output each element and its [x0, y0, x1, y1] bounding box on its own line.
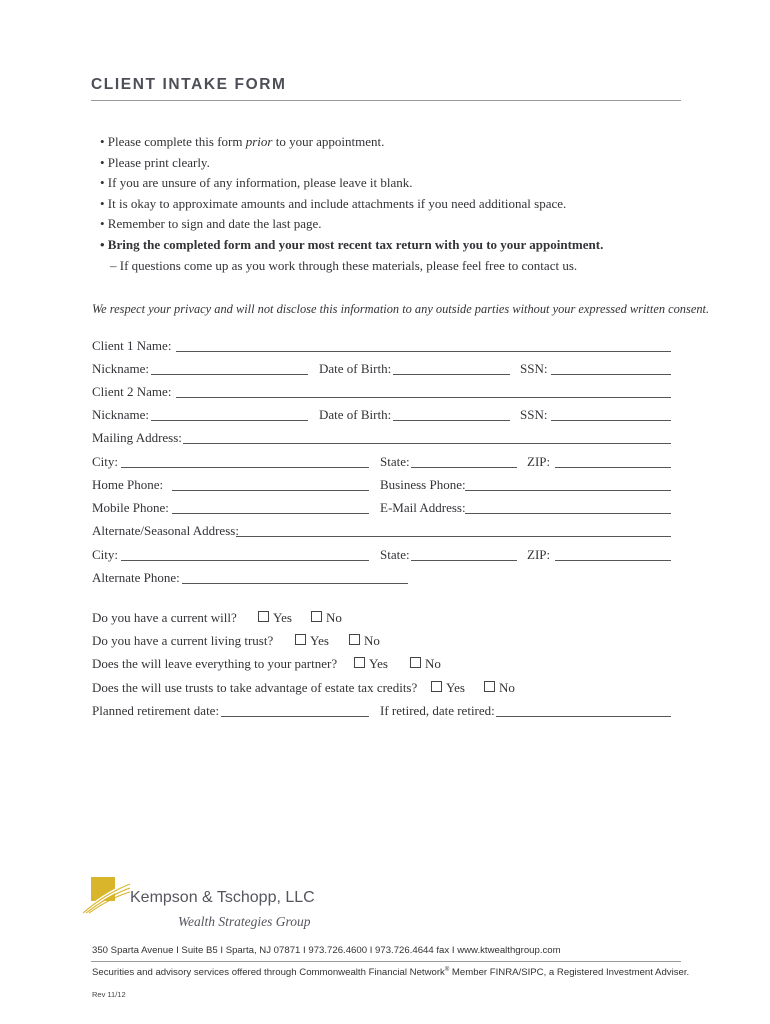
- footer-address: 350 Sparta Avenue I Suite B5 I Sparta, NJ 07871 I 973.726.4600 I 973.726.4644 fax I www.ktwealthgroup.com: [92, 945, 561, 956]
- footer-disclosure: Securities and advisory services offered through Commonwealth Financial Network® Member FINRA/SIPC, a Registered Investment Adviser.: [92, 967, 690, 979]
- alt-city-label: City:: [92, 547, 119, 562]
- nickname1-field[interactable]: [151, 374, 308, 375]
- planned-retirement-field[interactable]: [221, 716, 369, 717]
- checkbox[interactable]: [311, 611, 322, 622]
- alt-city-field[interactable]: [121, 560, 369, 561]
- nickname2-field[interactable]: [151, 420, 308, 421]
- company-name: Kempson & Tschopp, LLC: [130, 889, 315, 906]
- instruction-item: • Remember to sign and date the last page.: [100, 216, 322, 232]
- instruction-subitem: – If questions come up as you work through these materials, please feel free to contact us.: [110, 257, 578, 273]
- privacy-statement: We respect your privacy and will not disclose this information to any outside parties without your expressed written consent.: [92, 302, 710, 316]
- client2-name-label: Client 2 Name:: [92, 384, 172, 399]
- city-label: City:: [92, 454, 119, 469]
- planned-retirement-label: Planned retirement date:: [92, 703, 220, 718]
- instruction-item: • Please print clearly.: [100, 154, 210, 170]
- checkbox[interactable]: [258, 611, 269, 622]
- partner-no-option[interactable]: No: [410, 656, 441, 672]
- business-phone-label: Business Phone:: [380, 477, 466, 492]
- alt-zip-field[interactable]: [555, 560, 671, 561]
- company-tagline: Wealth Strategies Group: [178, 914, 311, 929]
- state-label: State:: [380, 454, 410, 469]
- trust-yes-option[interactable]: Yes: [295, 633, 329, 649]
- checkbox[interactable]: [431, 681, 442, 692]
- dob1-label: Date of Birth:: [319, 361, 392, 376]
- dob2-label: Date of Birth:: [319, 407, 392, 422]
- checkbox[interactable]: [410, 657, 421, 668]
- trust-no-option[interactable]: No: [349, 633, 380, 649]
- partner-yes-option[interactable]: Yes: [354, 656, 388, 672]
- checkbox[interactable]: [354, 657, 365, 668]
- ssn1-label: SSN:: [520, 361, 548, 376]
- instruction-item: • It is okay to approximate amounts and include attachments if you need additional space.: [100, 195, 567, 211]
- alt-address-label: Alternate/Seasonal Address:: [92, 523, 239, 538]
- dob1-field[interactable]: [393, 374, 510, 375]
- dob2-field[interactable]: [393, 420, 510, 421]
- checkbox[interactable]: [349, 634, 360, 645]
- client2-name-field[interactable]: [176, 397, 671, 398]
- estate-yes-option[interactable]: Yes: [431, 680, 465, 696]
- mailing-address-label: Mailing Address:: [92, 430, 182, 445]
- instructions-list: [100, 132, 603, 276]
- home-phone-label: Home Phone:: [92, 477, 164, 492]
- alt-phone-label: Alternate Phone:: [92, 570, 180, 585]
- zip-label: ZIP:: [527, 454, 551, 469]
- instruction-item: • Bring the completed form and your most recent tax return with you to your appointment.: [100, 236, 604, 252]
- footer-divider: [91, 961, 681, 962]
- client1-name-field[interactable]: [176, 351, 671, 352]
- nickname2-label: Nickname:: [92, 407, 150, 422]
- ssn2-field[interactable]: [551, 420, 671, 421]
- question-living-trust: Do you have a current living trust?: [92, 633, 274, 648]
- alt-state-label: State:: [380, 547, 410, 562]
- ssn1-field[interactable]: [551, 374, 671, 375]
- email-field[interactable]: [465, 513, 671, 514]
- state-field[interactable]: [411, 467, 517, 468]
- instruction-item: • Please complete this form prior to your appointment.: [100, 134, 385, 149]
- city-field[interactable]: [121, 467, 369, 468]
- email-label: E-Mail Address:: [380, 500, 466, 515]
- date-retired-field[interactable]: [496, 716, 671, 717]
- checkbox[interactable]: [484, 681, 495, 692]
- mailing-address-field[interactable]: [183, 443, 671, 444]
- question-estate-tax: Does the will use trusts to take advantage of estate tax credits?: [92, 680, 418, 695]
- mobile-phone-label: Mobile Phone:: [92, 500, 169, 515]
- zip-field[interactable]: [555, 467, 671, 468]
- question-will: Do you have a current will?: [92, 610, 237, 625]
- mobile-phone-field[interactable]: [172, 513, 369, 514]
- question-will-partner: Does the will leave everything to your partner?: [92, 656, 338, 671]
- date-retired-label: If retired, date retired:: [380, 703, 495, 718]
- revision-label: Rev 11/12: [92, 990, 126, 999]
- client1-name-label: Client 1 Name:: [92, 338, 172, 353]
- ssn2-label: SSN:: [520, 407, 548, 422]
- company-logo-icon: [82, 876, 132, 914]
- nickname1-label: Nickname:: [92, 361, 150, 376]
- business-phone-field[interactable]: [465, 490, 671, 491]
- checkbox[interactable]: [295, 634, 306, 645]
- alt-state-field[interactable]: [411, 560, 517, 561]
- will-no-option[interactable]: No: [311, 610, 342, 626]
- home-phone-field[interactable]: [172, 490, 369, 491]
- alt-phone-field[interactable]: [182, 583, 408, 584]
- title-divider: [91, 100, 681, 101]
- will-yes-option[interactable]: Yes: [258, 610, 292, 626]
- alt-address-field[interactable]: [236, 536, 671, 537]
- estate-no-option[interactable]: No: [484, 680, 515, 696]
- alt-zip-label: ZIP:: [527, 547, 551, 562]
- form-title: CLIENT INTAKE FORM: [91, 76, 287, 93]
- instruction-item: • If you are unsure of any information, please leave it blank.: [100, 175, 413, 191]
